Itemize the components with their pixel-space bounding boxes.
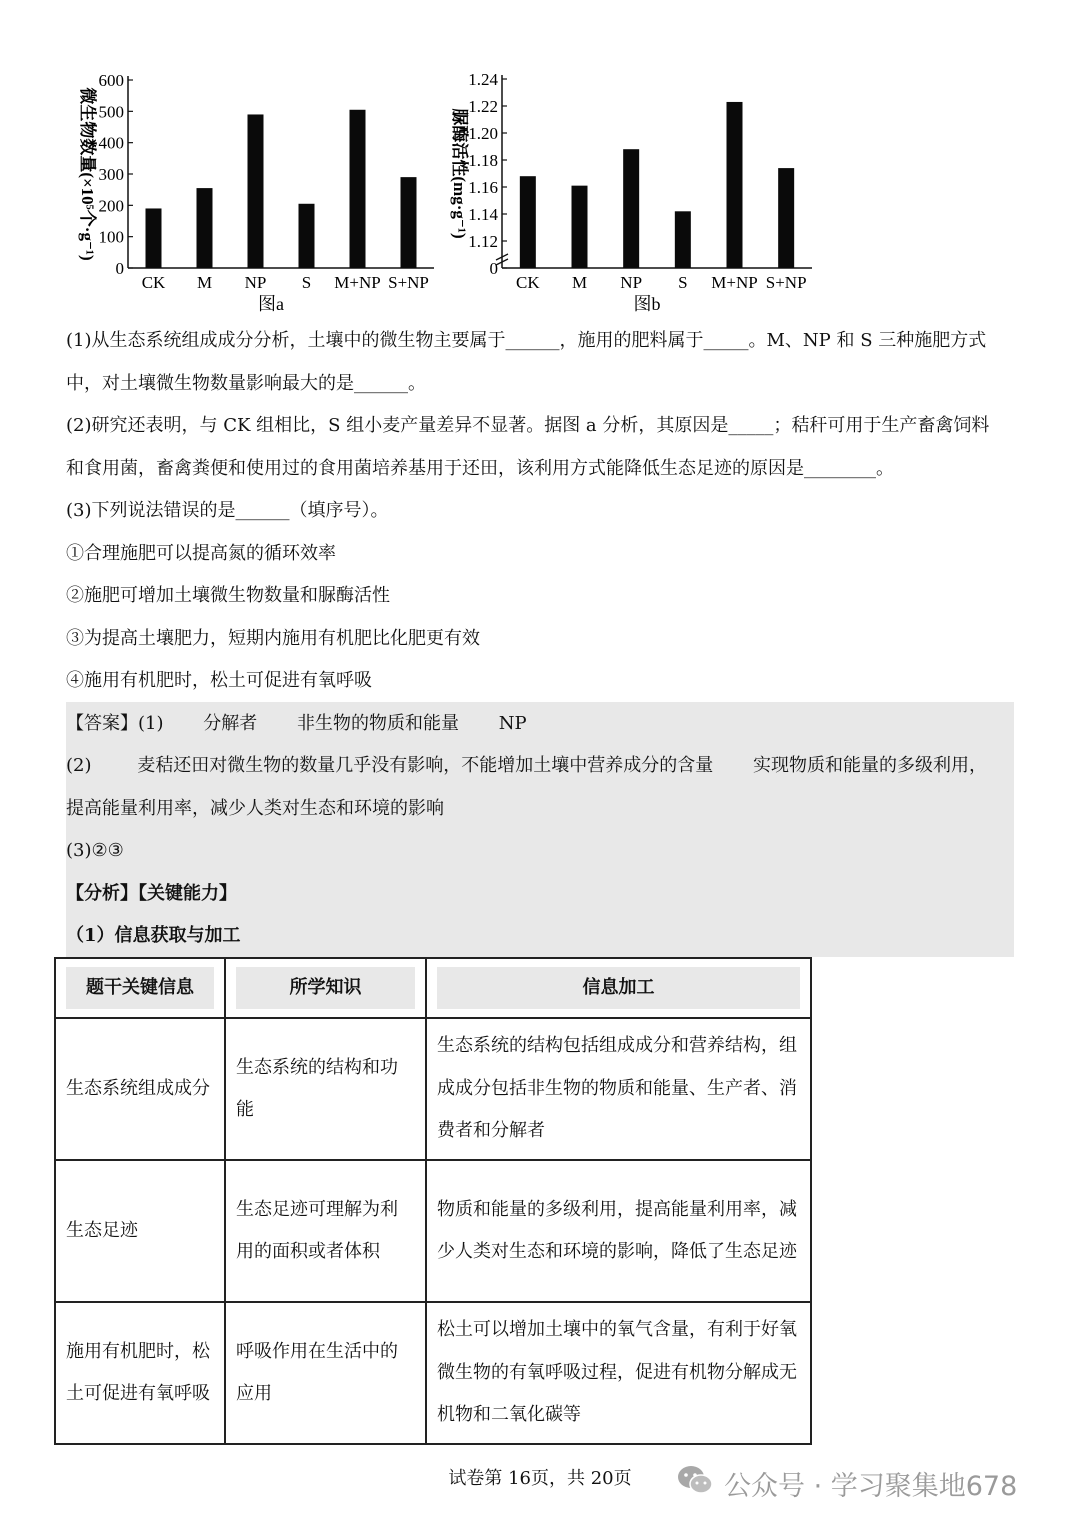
question-2-line-2: 和食用菌，畜禽粪便和使用过的食用菌培养基用于还田，该利用方式能降低生态足迹的原因是________。 [66, 458, 894, 479]
x-tick-label: NP [620, 273, 643, 292]
x-tick-label: S [678, 273, 688, 292]
y-tick-label: 1.22 [468, 97, 498, 116]
question-1-line-2: 中，对土壤微生物数量影响最大的是______。 [66, 373, 426, 394]
answer-1 [66, 713, 527, 735]
table-cell: 生态足迹 [55, 1160, 225, 1302]
question-1-line-1: (1)从生态系统组成成分分析，土壤中的微生物主要属于______，施用的肥料属于_____。M、NP 和 S 三种施肥方式 [66, 330, 987, 351]
table-header-row [55, 958, 811, 1018]
watermark [676, 1463, 1017, 1503]
bar [520, 176, 536, 268]
table-cell: 生态系统组成成分 [55, 1018, 225, 1160]
question-2-line-1: (2)研究还表明，与 CK 组相比，S 组小麦产量差异不显著。据图 a 分析，其原因是_____；秸秆可用于生产畜禽饲料 [66, 415, 990, 436]
y-tick-label: 1.20 [468, 124, 498, 143]
question-3: (3)下列说法错误的是______（填序号）。 [66, 500, 389, 521]
bar [197, 188, 213, 268]
y-axis-label: 脲酶活性(mg·g⁻¹) [450, 108, 469, 239]
answer-1-item-2: 非生物的物质和能量 [296, 713, 459, 734]
y-tick-label: 500 [98, 102, 124, 122]
header-processing: 信息加工 [437, 967, 800, 1009]
x-tick-label: M+NP [334, 273, 381, 292]
answer-2-number: (2) [66, 755, 92, 776]
table-cell: 呼吸作用在生活中的应用 [225, 1302, 426, 1444]
header-key-info: 题干关键信息 [66, 967, 214, 1009]
x-tick-label: CK [516, 273, 540, 292]
info-table [54, 957, 812, 1445]
table-cell: 物质和能量的多级利用，提高能量利用率，减少人类对生态和环境的影响，降低了生态足迹 [426, 1160, 811, 1302]
y-tick-label: 1.12 [468, 232, 498, 251]
analysis-title: 【分析】【关键能力】 [66, 883, 237, 904]
option-3: ③为提高土壤肥力，短期内施用有机肥比化肥更有效 [66, 628, 480, 649]
y-tick-label: 1.24 [468, 70, 498, 89]
bar [778, 168, 794, 268]
y-tick-label: 1.14 [468, 205, 498, 224]
charts-area [0, 0, 1080, 330]
chart-a [78, 71, 434, 314]
answer-1-item-1: 分解者 [203, 713, 258, 734]
table-cell: 施用有机肥时，松土可促进有氧呼吸 [55, 1302, 225, 1444]
table-header-cell [426, 958, 811, 1018]
table-row [55, 1160, 811, 1302]
answer-background [66, 702, 1014, 957]
x-tick-label: M+NP [711, 273, 758, 292]
option-4: ④施用有机肥时，松土可促进有氧呼吸 [66, 670, 372, 691]
answer-2-item-1: 麦秸还田对微生物的数量几乎没有影响，不能增加土壤中营养成分的含量 [137, 755, 714, 776]
y-tick-label: 600 [98, 71, 124, 90]
page-footer: 试卷第 16页，共 20页 [448, 1468, 632, 1489]
x-tick-label: S+NP [388, 273, 429, 292]
bar [146, 208, 162, 268]
y-tick-label: 1.18 [468, 151, 498, 170]
x-tick-label: M [571, 273, 588, 292]
section-1-title: （1）信息获取与加工 [66, 925, 241, 946]
bar [572, 186, 588, 268]
answer-2-item-2: 实现物质和能量的多级利用， [752, 755, 987, 776]
y-tick-label: 400 [98, 133, 124, 153]
table-row [55, 1302, 811, 1444]
chart-caption: 图a [258, 294, 284, 314]
x-tick-label: NP [244, 273, 267, 292]
table-cell: 松土可以增加土壤中的氧气含量，有利于好氧微生物的有氧呼吸过程，促进有机物分解成无机物和二氧化碳等 [426, 1302, 811, 1444]
table-header-cell [225, 958, 426, 1018]
answer-3: (3)②③ [66, 840, 124, 861]
chart-b [450, 70, 812, 314]
bar [727, 102, 743, 268]
header-knowledge: 所学知识 [236, 967, 415, 1009]
y-axis-label: 微生物数量(×10⁵个·g⁻¹) [78, 87, 97, 261]
bar [675, 211, 691, 268]
table-cell: 生态系统的结构和功能 [225, 1018, 426, 1160]
x-tick-label: S+NP [765, 273, 807, 292]
x-tick-label: S [301, 273, 312, 292]
watermark-text: 公众号 · 学习聚集地678 [724, 1470, 1018, 1502]
y-tick-label: 100 [98, 227, 124, 247]
x-tick-label: M [196, 273, 213, 292]
answer-2-line-2: 提高能量利用率，减少人类对生态和环境的影响 [66, 798, 444, 819]
answer-1-number: (1) [138, 713, 164, 734]
wechat-icon [676, 1464, 714, 1503]
y-tick-label: 200 [98, 196, 124, 216]
table-row [55, 1018, 811, 1160]
x-tick-label: CK [141, 273, 166, 292]
bar [299, 204, 315, 268]
answer-1-item-3: NP [498, 713, 527, 734]
bar [401, 177, 417, 268]
answer-label: 【答案】 [66, 713, 138, 734]
bar [248, 114, 264, 268]
table-cell: 生态足迹可理解为利用的面积或者体积 [225, 1160, 426, 1302]
table-cell: 生态系统的结构包括组成成分和营养结构，组成成分包括非生物的物质和能量、生产者、消费者和分解者 [426, 1018, 811, 1160]
y-tick-label: 300 [98, 165, 124, 184]
chart-caption: 图b [633, 294, 661, 314]
table-header-cell [55, 958, 225, 1018]
bar [350, 110, 366, 268]
y-tick-label: 1.16 [468, 178, 498, 197]
option-1: ①合理施肥可以提高氮的循环效率 [66, 543, 336, 564]
bar [623, 149, 639, 268]
answer-2 [66, 755, 987, 777]
y-tick-label: 0 [115, 259, 124, 278]
option-2: ②施肥可增加土壤微生物数量和脲酶活性 [66, 585, 390, 606]
y-tick-label: 0 [489, 259, 498, 278]
